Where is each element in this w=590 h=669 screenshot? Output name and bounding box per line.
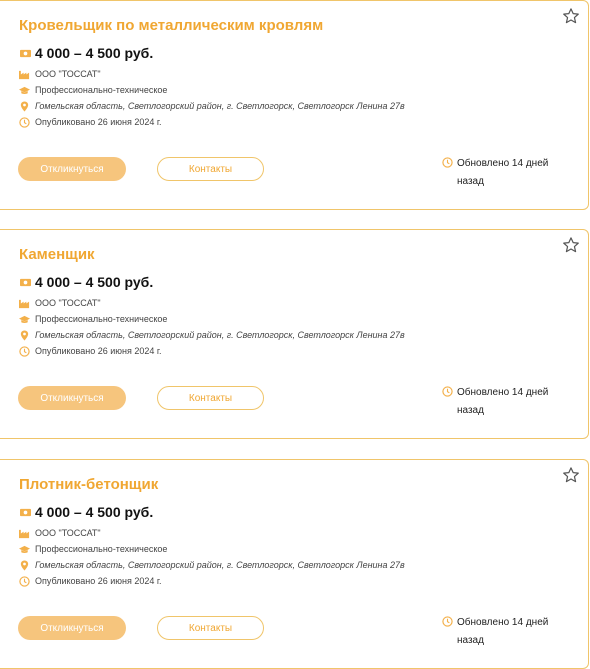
- factory-icon: [19, 528, 30, 539]
- vacancy-card[interactable]: [0, 459, 589, 669]
- education-row: [19, 542, 167, 556]
- apply-button[interactable]: Откликнуться: [18, 157, 126, 181]
- updated-text: Обновлено 14 дней назад: [457, 158, 549, 187]
- clock-icon: [19, 117, 30, 128]
- education-row: [19, 312, 167, 326]
- location-pin-icon: [19, 330, 30, 341]
- location-pin-icon: [19, 560, 30, 571]
- apply-button[interactable]: Откликнуться: [18, 616, 126, 640]
- money-icon: [19, 507, 32, 518]
- published-row: [19, 344, 162, 358]
- updated-info: [442, 384, 557, 420]
- updated-text: Обновлено 14 дней назад: [457, 387, 549, 416]
- vacancy-title[interactable]: Плотник-бетонщик: [19, 476, 159, 493]
- salary-value: 4 000 – 4 500 руб.: [35, 274, 154, 290]
- published-date: Опубликовано 26 июня 2024 г.: [35, 346, 162, 356]
- clock-icon: [19, 346, 30, 357]
- graduation-cap-icon: [19, 544, 30, 555]
- graduation-cap-icon: [19, 85, 30, 96]
- education-row: [19, 83, 167, 97]
- money-icon: [19, 277, 32, 288]
- updated-text: Обновлено 14 дней назад: [457, 617, 549, 646]
- star-icon[interactable]: [562, 236, 580, 254]
- company-name: ООО "ТОССАТ": [35, 298, 101, 308]
- company-row: [19, 526, 101, 540]
- updated-info: [442, 155, 557, 191]
- published-date: Опубликовано 26 июня 2024 г.: [35, 576, 162, 586]
- salary-row: [19, 45, 153, 61]
- address: Гомельская область, Светлогорский район, г. Светлогорск, Светлогорск Ленина 27в: [35, 560, 405, 570]
- clock-icon: [442, 386, 453, 397]
- published-row: [19, 574, 162, 588]
- contacts-button[interactable]: Контакты: [157, 157, 264, 181]
- education-level: Профессионально-техническое: [35, 85, 168, 95]
- factory-icon: [19, 69, 30, 80]
- clock-icon: [442, 616, 453, 627]
- factory-icon: [19, 298, 30, 309]
- contacts-button[interactable]: Контакты: [157, 386, 264, 410]
- money-icon: [19, 48, 32, 59]
- published-date: Опубликовано 26 июня 2024 г.: [35, 117, 162, 127]
- clock-icon: [442, 157, 453, 168]
- salary-row: [19, 274, 153, 290]
- education-level: Профессионально-техническое: [35, 544, 168, 554]
- graduation-cap-icon: [19, 314, 30, 325]
- salary-value: 4 000 – 4 500 руб.: [35, 45, 154, 61]
- company-row: [19, 296, 101, 310]
- location-pin-icon: [19, 101, 30, 112]
- company-row: [19, 67, 101, 81]
- company-name: ООО "ТОССАТ": [35, 528, 101, 538]
- star-icon[interactable]: [562, 7, 580, 25]
- vacancy-card[interactable]: [0, 0, 589, 210]
- address-row: [19, 558, 405, 572]
- address-row: [19, 328, 405, 342]
- clock-icon: [19, 576, 30, 587]
- education-level: Профессионально-техническое: [35, 314, 168, 324]
- vacancy-title[interactable]: Кровельщик по металлическим кровлям: [19, 17, 324, 34]
- updated-info: [442, 614, 557, 650]
- salary-value: 4 000 – 4 500 руб.: [35, 504, 154, 520]
- address-row: [19, 99, 405, 113]
- star-icon[interactable]: [562, 466, 580, 484]
- apply-button[interactable]: Откликнуться: [18, 386, 126, 410]
- address: Гомельская область, Светлогорский район, г. Светлогорск, Светлогорск Ленина 27в: [35, 330, 405, 340]
- vacancy-card[interactable]: [0, 229, 589, 439]
- vacancy-title[interactable]: Каменщик: [19, 246, 95, 263]
- contacts-button[interactable]: Контакты: [157, 616, 264, 640]
- salary-row: [19, 504, 153, 520]
- address: Гомельская область, Светлогорский район, г. Светлогорск, Светлогорск Ленина 27в: [35, 101, 405, 111]
- published-row: [19, 115, 162, 129]
- company-name: ООО "ТОССАТ": [35, 69, 101, 79]
